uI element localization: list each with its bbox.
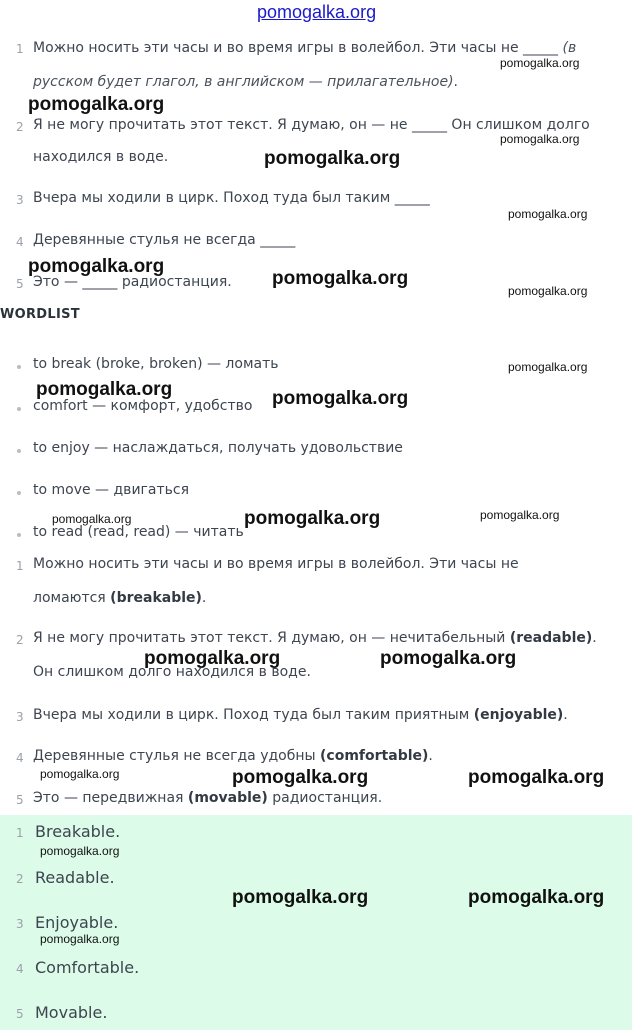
watermark: pomogalka.org xyxy=(232,887,369,908)
answer-number: 3 xyxy=(16,917,24,931)
solution-text-part: Деревянные стулья не всегда удобны xyxy=(33,748,321,764)
exercise-text-part: Можно носить эти часы и во время игры в волейбол. Эти часы не _____ xyxy=(33,40,559,56)
solution-number: 2 xyxy=(16,633,24,647)
watermark: pomogalka.org xyxy=(40,767,120,781)
solution-text-line2: Он слишком долго находился в воде. xyxy=(33,664,311,680)
answer-number: 5 xyxy=(16,1007,24,1021)
wordlist-item: to move — двигаться xyxy=(33,482,189,498)
solution-text-part: Вчера мы ходили в цирк. Поход туда был таким приятным xyxy=(33,707,474,723)
solution-text xyxy=(33,748,433,764)
solution-text xyxy=(33,707,568,723)
bullet-icon xyxy=(17,449,21,453)
watermark-top-link[interactable]: pomogalka.org xyxy=(257,2,377,22)
solution-number: 5 xyxy=(16,793,24,807)
solution-answer-bold: (enjoyable) xyxy=(473,707,564,723)
solution-number: 3 xyxy=(16,710,24,724)
solution-text-part: . xyxy=(592,630,597,646)
watermark: pomogalka.org xyxy=(244,508,381,529)
watermark: pomogalka.org xyxy=(468,887,605,908)
exercise-text xyxy=(33,40,576,56)
answer-text: Movable. xyxy=(35,1003,108,1022)
wordlist-item: comfort — комфорт, удобство xyxy=(33,398,253,414)
solution-text-part: . xyxy=(563,707,568,723)
bullet-icon xyxy=(17,533,21,537)
exercise-number: 3 xyxy=(16,193,24,207)
watermark: pomogalka.org xyxy=(380,648,517,669)
solution-text-line2 xyxy=(33,590,206,606)
solution-text: Можно носить эти часы и во время игры в волейбол. Эти часы не xyxy=(33,556,519,572)
solution-text-part: ломаются xyxy=(33,590,111,606)
watermark: pomogalka.org xyxy=(40,932,120,946)
exercise-number: 4 xyxy=(16,235,24,249)
exercise-text-italic: (в xyxy=(558,40,577,56)
solution-text xyxy=(33,630,597,646)
solution-text-part: . xyxy=(428,748,433,764)
answer-text: Breakable. xyxy=(35,822,121,841)
exercise-text-line2 xyxy=(33,74,458,90)
wordlist-item: to break (broke, broken) — ломать xyxy=(33,356,279,372)
solution-answer-bold: (readable) xyxy=(509,630,593,646)
watermark: pomogalka.org xyxy=(272,388,409,409)
exercise-number: 2 xyxy=(16,120,24,134)
exercise-text: Это — _____ радиостанция. xyxy=(33,274,232,290)
solution-text-part: Это — передвижная xyxy=(33,790,188,806)
answer-text: Enjoyable. xyxy=(35,913,119,932)
exercise-text: Я не могу прочитать этот текст. Я думаю, он — не _____ Он слишком долго xyxy=(33,117,590,133)
exercise-number: 5 xyxy=(16,277,24,291)
watermark: pomogalka.org xyxy=(508,284,588,298)
watermark: pomogalka.org xyxy=(264,148,401,169)
bullet-icon xyxy=(17,365,21,369)
solution-text-part: . xyxy=(201,590,207,606)
exercise-text-part: . xyxy=(453,74,458,90)
solution-answer-bold: (comfortable) xyxy=(320,748,429,764)
watermark: pomogalka.org xyxy=(28,94,165,115)
solution-text xyxy=(33,790,382,806)
watermark: pomogalka.org xyxy=(232,767,369,788)
solution-text-part: Я не могу прочитать этот текст. Я думаю, он — нечитабельный xyxy=(33,630,510,646)
answer-text: Readable. xyxy=(35,868,115,887)
watermark: pomogalka.org xyxy=(480,508,560,522)
answer-number: 1 xyxy=(16,826,24,840)
watermark: pomogalka.org xyxy=(500,132,580,146)
watermark: pomogalka.org xyxy=(508,360,588,374)
solution-answer-bold: (movable) xyxy=(187,790,268,806)
answer-text: Comfortable. xyxy=(35,958,140,977)
answer-number: 4 xyxy=(16,962,24,976)
watermark: pomogalka.org xyxy=(272,268,409,289)
solution-answer-bold: (breakable) xyxy=(110,590,202,606)
watermark: pomogalka.org xyxy=(40,844,120,858)
watermark: pomogalka.org xyxy=(468,767,605,788)
solution-text-part: радиостанция. xyxy=(267,790,383,806)
watermark: pomogalka.org xyxy=(52,512,132,526)
exercise-number: 1 xyxy=(16,42,24,56)
answer-number: 2 xyxy=(16,872,24,886)
exercise-text-italic: русском будет глагол, в английском — прилагательное) xyxy=(33,74,454,90)
wordlist-item: to enjoy — наслаждаться, получать удовольствие xyxy=(33,440,403,456)
solution-number: 4 xyxy=(16,751,24,765)
watermark: pomogalka.org xyxy=(500,56,580,70)
watermark: pomogalka.org xyxy=(144,648,281,669)
wordlist-heading: WORDLIST xyxy=(0,307,80,322)
exercise-text: Вчера мы ходили в цирк. Поход туда был таким _____ xyxy=(33,190,430,206)
exercise-text-line2: находился в воде. xyxy=(33,149,169,165)
watermark: pomogalka.org xyxy=(508,207,588,221)
bullet-icon xyxy=(17,407,21,411)
exercise-text: Деревянные стулья не всегда _____ xyxy=(33,232,296,248)
solution-number: 1 xyxy=(16,559,24,573)
wordlist-item: to read (read, read) — читать xyxy=(33,524,244,540)
bullet-icon xyxy=(17,491,21,495)
watermark: pomogalka.org xyxy=(36,379,173,400)
watermark: pomogalka.org xyxy=(28,256,165,277)
